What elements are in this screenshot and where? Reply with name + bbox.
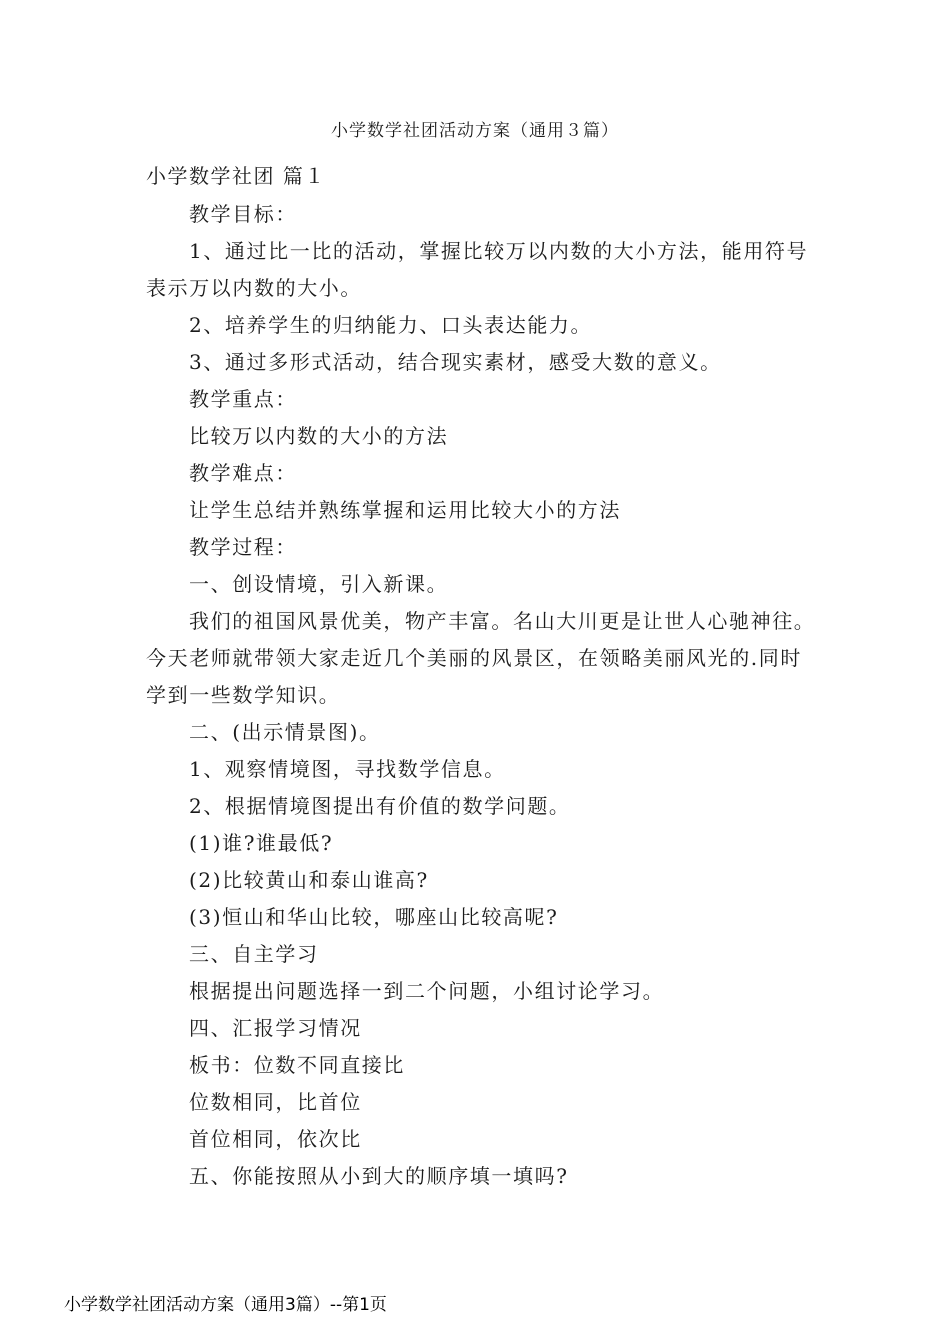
paragraph-line: 1、观察情境图，寻找数学信息。 (189, 757, 506, 781)
paragraph-line: 表示万以内数的大小。 (146, 276, 362, 300)
paragraph-line: 比较万以内数的大小的方法 (189, 424, 449, 448)
paragraph-line: 教学目标： (189, 202, 297, 226)
paragraph-line: 今天老师就带领大家走近几个美丽的风景区，在领略美丽风光的.同时 (146, 646, 802, 670)
paragraph-line: 学到一些数学知识。 (146, 683, 341, 707)
paragraph-line: 根据提出问题选择一到二个问题，小组讨论学习。 (189, 979, 665, 1003)
paragraph-line: 1、通过比一比的活动，掌握比较万以内数的大小方法，能用符号 (189, 239, 809, 263)
paragraph-line: 二、(出示情景图)。 (189, 720, 381, 744)
paragraph-line: 三、自主学习 (189, 942, 319, 966)
paragraph-line: 板书：位数不同直接比 (189, 1053, 405, 1077)
paragraph-line: 我们的祖国风景优美，物产丰富。名山大川更是让世人心驰神往。 (189, 609, 816, 633)
paragraph-line: 一、创设情境，引入新课。 (189, 572, 449, 596)
paragraph-line: (1)谁?谁最低? (189, 831, 334, 855)
paragraph-line: 3、通过多形式活动，结合现实素材，感受大数的意义。 (189, 350, 722, 374)
document-title: 小学数学社团活动方案（通用３篇） (331, 121, 619, 141)
paragraph-line: 四、汇报学习情况 (189, 1016, 362, 1040)
paragraph-line: 教学难点： (189, 461, 297, 485)
section-heading: 小学数学社团 篇１ (146, 164, 326, 188)
paragraph-line: (2)比较黄山和泰山谁高? (189, 868, 429, 892)
paragraph-line: 2、根据情境图提出有价值的数学问题。 (189, 794, 571, 818)
paragraph-line: 教学重点： (189, 387, 297, 411)
page-footer: 小学数学社团活动方案（通用3篇）--第1页 (64, 1295, 387, 1315)
paragraph-line: 首位相同，依次比 (189, 1127, 362, 1151)
paragraph-line: 位数相同，比首位 (189, 1090, 362, 1114)
paragraph-line: 让学生总结并熟练掌握和运用比较大小的方法 (189, 498, 621, 522)
paragraph-line: 教学过程： (189, 535, 297, 559)
paragraph-line: (3)恒山和华山比较，哪座山比较高呢? (189, 905, 559, 929)
paragraph-line: 五、你能按照从小到大的顺序填一填吗? (189, 1164, 569, 1188)
paragraph-line: 2、培养学生的归纳能力、口头表达能力。 (189, 313, 593, 337)
